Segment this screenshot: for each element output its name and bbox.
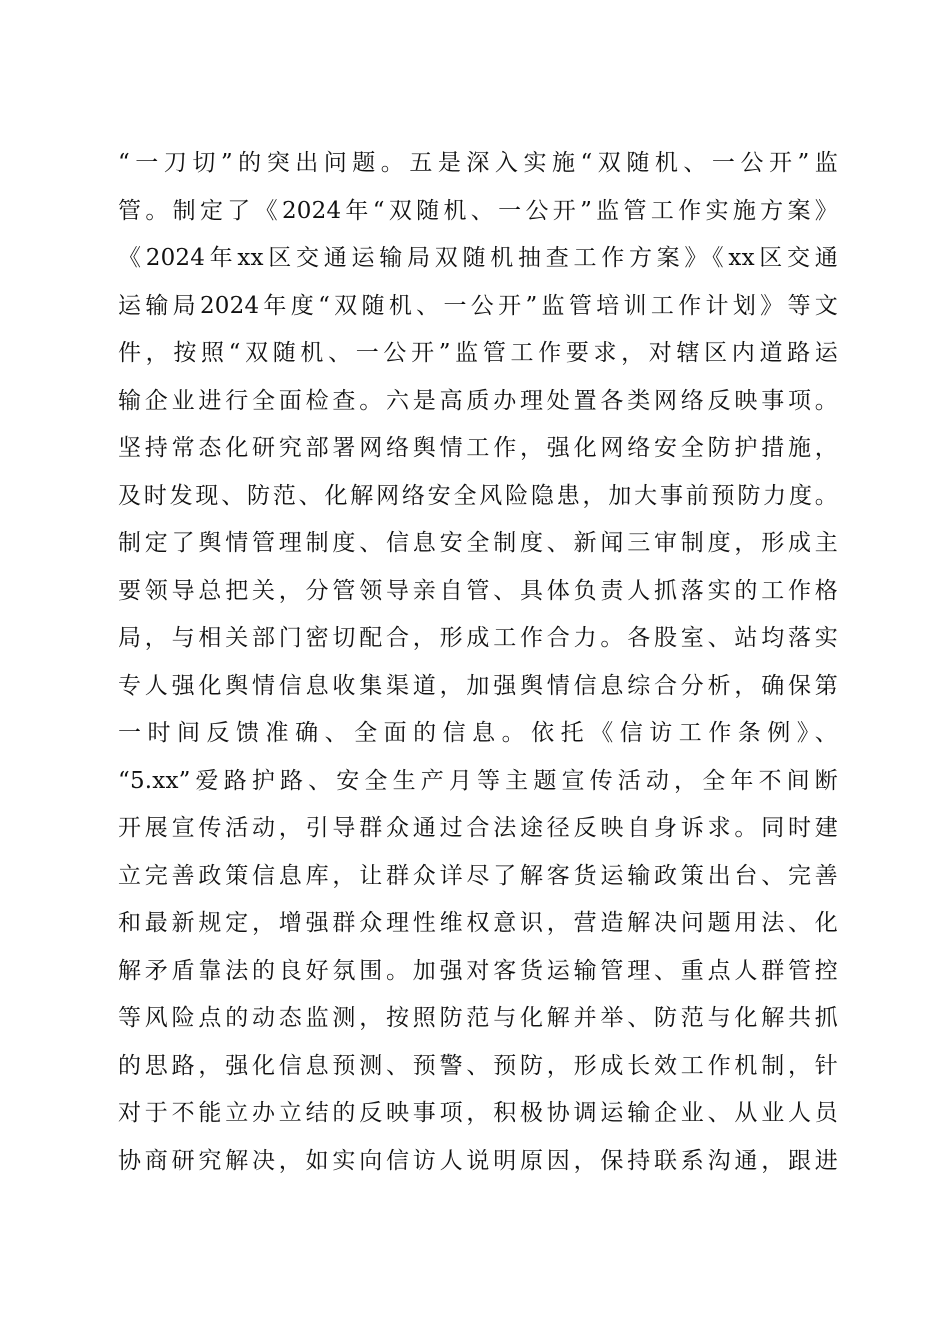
text-line-13: 一时间反馈准确、全面的信息。依托《信访工作条例》、: [118, 720, 838, 746]
text-line-6: 输企业进行全面检查。六是高质办理处置各类网络反映事项。: [118, 387, 838, 414]
text-line-14: “5.xx”爱路护路、安全生产月等主题宣传活动，全年不间断: [118, 767, 838, 794]
text-line-11: 局，与相关部门密切配合，形成工作合力。各股室、站均落实: [118, 625, 838, 651]
text-line-8: 及时发现、防范、化解网络安全风险隐患，加大事前预防力度。: [118, 482, 838, 509]
text-line-10: 要领导总把关，分管领导亲自管、具体负责人抓落实的工作格: [118, 577, 838, 604]
text-line-15: 开展宣传活动，引导群众通过合法途径反映自身诉求。同时建: [118, 815, 838, 841]
text-line-16: 立完善政策信息库，让群众详尽了解客货运输政策出台、完善: [118, 862, 838, 889]
text-line-12: 专人强化舆情信息收集渠道，加强舆情信息综合分析，确保第: [118, 672, 838, 699]
text-line-17: 和最新规定，增强群众理性维权意识，营造解决问题用法、化: [118, 910, 838, 936]
text-line-20: 的思路，强化信息预测、预警、预防，形成长效工作机制，针: [118, 1052, 838, 1079]
text-line-18: 解矛盾靠法的良好氛围。加强对客货运输管理、重点人群管控: [118, 957, 838, 984]
document-body: [118, 140, 838, 1185]
text-line-22: 协商研究解决，如实向信访人说明原因，保持联系沟通，跟进: [118, 1147, 838, 1174]
text-line-1: “一刀切”的突出问题。五是深入实施“双随机、一公开”监: [118, 150, 838, 176]
text-line-4: 运输局2024年度“双随机、一公开”监管培训工作计划》等文: [118, 292, 838, 319]
text-line-9: 制定了舆情管理制度、信息安全制度、新闻三审制度，形成主: [118, 530, 838, 556]
text-line-2: 管。制定了《2024年“双随机、一公开”监管工作实施方案》: [118, 197, 838, 224]
text-line-21: 对于不能立办立结的反映事项，积极协调运输企业、从业人员: [118, 1100, 838, 1126]
text-line-19: 等风险点的动态监测，按照防范与化解并举、防范与化解共抓: [118, 1005, 838, 1031]
text-line-5: 件，按照“双随机、一公开”监管工作要求，对辖区内道路运: [118, 340, 838, 366]
text-line-3: 《2024年xx区交通运输局双随机抽查工作方案》《xx区交通: [118, 245, 838, 271]
text-line-7: 坚持常态化研究部署网络舆情工作，强化网络安全防护措施，: [118, 435, 838, 461]
